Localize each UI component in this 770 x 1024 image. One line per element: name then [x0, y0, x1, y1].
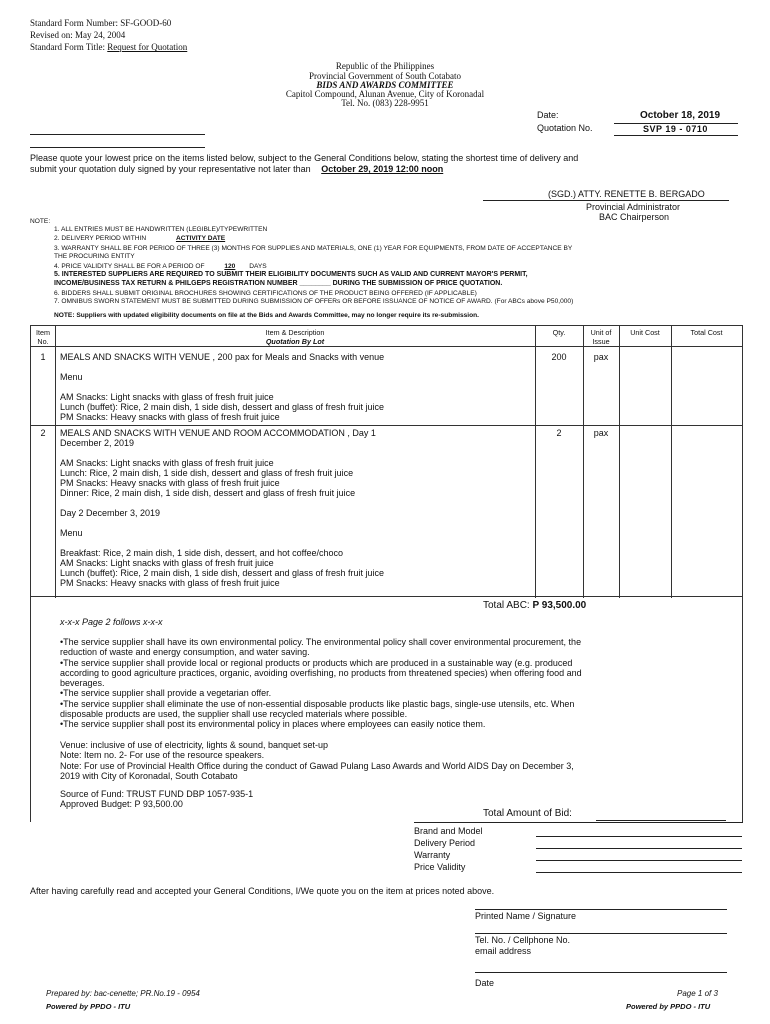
- page-number: Page 1 of 3: [677, 989, 718, 998]
- printed-name-label: Printed Name / Signature: [475, 911, 577, 921]
- row-1-unit: pax: [593, 352, 609, 362]
- note-4-value: 120: [224, 263, 236, 270]
- brand-field[interactable]: [536, 836, 742, 837]
- intro-line-2: submit your quotation duly signed by your representative not later than: [30, 164, 311, 174]
- quotation-number-value: SVP 19 - 0710: [643, 124, 708, 134]
- validity-field[interactable]: [536, 872, 742, 873]
- form-title: Request for Quotation: [107, 42, 188, 52]
- powered-by-left: Powered by PPDO - ITU: [46, 1002, 131, 1011]
- header-item-no: Item No.: [36, 328, 50, 346]
- row-2-description: [60, 428, 384, 588]
- venue-note-line: Note: For use of Provincial Health Office during the conduct of Gawad Pulang Laso Awards and World AIDS Day on December 3,: [60, 760, 574, 771]
- policy-line: reduction of waste and energy consumption, and water saving.: [60, 647, 310, 658]
- header-unit-cost: Unit Cost: [630, 328, 660, 337]
- signatory-line: [483, 200, 729, 201]
- email-label: email address: [475, 946, 532, 956]
- fund-source: Source of Fund: TRUST FUND DBP 1057-935-1: [60, 789, 254, 799]
- date-line[interactable]: [475, 972, 727, 973]
- total-abc-label: Total ABC:: [483, 600, 530, 611]
- validity-label: Price Validity: [414, 862, 466, 872]
- section-divider: [414, 822, 743, 823]
- row-2-line: AM Snacks: Light snacks with glass of fresh fruit juice: [60, 458, 274, 468]
- row-2-line: AM Snacks: Light snacks with glass of fresh fruit juice: [60, 558, 274, 568]
- signature-line[interactable]: [475, 909, 727, 910]
- quotation-number-underline: [614, 135, 738, 136]
- environmental-policies: [60, 637, 582, 730]
- note-5b: INCOME/BUSINESS TAX RETURN & PHILGEPS REGISTRATION NUMBER ________ DURING THE SUBMISSION OF PRICE QUOTATION.: [54, 280, 503, 287]
- row-2-line: Lunch: Rice, 2 main dish, 1 side dish, dessert and glass of fresh fruit juice: [60, 468, 354, 478]
- row-2-unit: pax: [593, 428, 609, 438]
- acceptance-statement: After having carefully read and accepted your General Conditions, I/We quote you on the item at prices noted above.: [30, 886, 495, 896]
- prepared-by: Prepared by: bac-cenette; PR.No.19 - 0954: [46, 989, 200, 998]
- header-qty: Qty.: [552, 328, 566, 337]
- header-description: Item & Description Quotation By Lot: [265, 328, 325, 346]
- warranty-field[interactable]: [536, 860, 742, 861]
- tel-label: Tel. No. / Cellphone No.: [475, 935, 571, 945]
- total-amount-of-bid-field[interactable]: [596, 820, 726, 821]
- policy-line: •The service supplier shall provide local or regional products or products which are produced in a sustainable way (e.g. produced: [60, 657, 573, 668]
- supplier-address-line: [30, 147, 205, 148]
- agency-tel: Tel. No. (083) 228-9951: [341, 98, 429, 108]
- approved-budget: Approved Budget: P 93,500.00: [60, 799, 183, 810]
- submission-deadline: October 29, 2019 12:00 noon: [321, 164, 444, 174]
- policy-line: •The service supplier shall provide a vegetarian offer.: [60, 688, 272, 699]
- eligibility-note: NOTE: Suppliers with updated eligibility documents on file at the Bids and Awards Committee, may no longer require its re-submission.: [54, 312, 479, 319]
- row-1-line: Lunch (buffet): Rice, 2 main dish, 1 side dish, dessert and glass of fresh fruit juice: [60, 402, 384, 412]
- agency-address: Capitol Compound, Alunan Avenue, City of Koronadal: [285, 89, 485, 99]
- row-2-line: Menu: [60, 528, 83, 538]
- note-2: 2. DELIVERY PERIOD WITHIN: [54, 235, 147, 242]
- row-2-line: Day 2 December 3, 2019: [60, 508, 161, 518]
- agency-committee: BIDS AND AWARDS COMMITTEE: [316, 80, 454, 90]
- items-table: [30, 325, 743, 597]
- venue-notes: [60, 740, 574, 781]
- row-1-line: AM Snacks: Light snacks with glass of fresh fruit juice: [60, 392, 274, 402]
- tel-line[interactable]: [475, 933, 727, 934]
- col-divider: [583, 326, 584, 598]
- intro-line-1: Please quote your lowest price on the items listed below, subject to the General Conditions below, stating the shortest time of delivery and: [30, 153, 579, 163]
- note-4-row: [54, 263, 267, 270]
- col-divider: [671, 326, 672, 598]
- col-divider: [55, 326, 56, 598]
- note-7: 7. OMNIBUS SWORN STATEMENT MUST BE SUBMITTED DURING SUBMISSION OF OFFERs OR BEFORE ISSUANCE OF NOTICE OF AWARD. (For ABCs above P50,000): [54, 298, 574, 305]
- date-signature-label: Date: [475, 978, 495, 988]
- policy-line: beverages.: [60, 678, 105, 689]
- header-total-cost: Total Cost: [690, 328, 723, 337]
- col-divider: [535, 326, 536, 598]
- row-1-line: Menu: [60, 372, 83, 382]
- form-title-label: Standard Form Title:: [30, 42, 106, 52]
- warranty-label: Warranty: [414, 850, 451, 860]
- row-2-line: Dinner: Rice, 2 main dish, 1 side dish, dessert and glass of fresh fruit juice: [60, 488, 356, 498]
- venue-note-line: Note: Item no. 2- For use of the resource speakers.: [60, 750, 265, 761]
- note-3b: THE PROCURING ENTITY: [54, 253, 135, 260]
- signatory-name: (SGD.) ATTY. RENETTE B. BERGADO: [548, 189, 705, 199]
- row-1-line: PM Snacks: Heavy snacks with glass of fresh fruit juice: [60, 412, 280, 422]
- revised-date: Revised on: May 24, 2004: [30, 30, 126, 40]
- note-1: 1. ALL ENTRIES MUST BE HANDWRITTEN (LEGIBLE)/TYPEWRITTEN: [54, 226, 268, 233]
- row-2-line: December 2, 2019: [60, 438, 135, 448]
- row-2-item-no: 2: [40, 428, 46, 438]
- page-follow-note: x-x-x Page 2 follows x-x-x: [60, 617, 163, 627]
- note-4: 4. PRICE VALIDITY SHALL BE FOR A PERIOD OF: [54, 263, 205, 270]
- policy-line: according to good agriculture practices, organic, avoiding overfishing, no products from threatened species) when offering food and: [60, 667, 582, 678]
- note-5a: 5. INTERESTED SUPPLIERS ARE REQUIRED TO SUBMIT THEIR ELIGIBILITY DOCUMENTS SUCH AS VALID AND CURRENT MAYOR'S PERMIT,: [54, 271, 528, 278]
- row-2-line: Lunch (buffet): Rice, 2 main dish, 1 side dish, dessert and glass of fresh fruit juice: [60, 568, 384, 578]
- agency-republic: Republic of the Philippines: [335, 61, 435, 71]
- col-divider: [619, 326, 620, 598]
- row-1-item-no: 1: [40, 352, 46, 362]
- note-2-row: [54, 235, 231, 242]
- venue-note-line: 2019 with City of Koronadal, South Cotabato: [60, 770, 238, 781]
- signatory-title-2: BAC Chairperson: [599, 212, 670, 222]
- policy-line: •The service supplier shall post its environmental policy in places where employees can easily notice them.: [60, 719, 486, 730]
- note-3a: 3. WARRANTY SHALL BE FOR PERIOD OF THREE (3) MONTHS FOR SUPPLIES AND MATERIALS, ONE (1) YEAR FOR EQUIPMENTS, FROM DATE OF ACCEPTANCE BY: [54, 245, 573, 252]
- row-1-line: MEALS AND SNACKS WITH VENUE , 200 pax for Meals and Snacks with venue: [60, 352, 385, 362]
- note-4-days: DAYS: [249, 263, 267, 270]
- note-6: 6. BIDDERS SHALL SUBMIT ORIGINAL BROCHURES SHOWING CERTIFICATIONS OF THE PRODUCT BEING OFFERED (IF APPLICABLE): [54, 290, 477, 297]
- date-value: October 18, 2019: [640, 110, 721, 121]
- venue-note-line: Venue: inclusive of use of electricity, lights & sound, banquet set-up: [60, 740, 328, 750]
- delivery-field[interactable]: [536, 848, 742, 849]
- total-amount-of-bid-label: Total Amount of Bid:: [483, 808, 572, 819]
- total-abc: [483, 600, 586, 611]
- header-unit-of-issue: Unit of Issue: [590, 328, 612, 346]
- note-2-value: ACTIVITY DATE: [175, 235, 226, 242]
- supplier-name-line: [30, 134, 205, 135]
- policy-line: •The service supplier shall eliminate the use of non-essential disposable products like plastic bags, single-use utensils, etc. When: [60, 698, 575, 709]
- row-2-line: MEALS AND SNACKS WITH VENUE AND ROOM ACCOMMODATION , Day 1: [60, 428, 376, 438]
- policy-line: •The service supplier shall have its own environmental policy. The environmental policy shall cover environmental procurement, the: [60, 637, 582, 647]
- row-divider: [31, 425, 742, 426]
- form-number: Standard Form Number: SF-GOOD-60: [30, 18, 172, 28]
- form-title-row: [30, 41, 187, 53]
- signatory-title-1: Provincial Administrator: [586, 202, 681, 212]
- agency-government: Provincial Government of South Cotabato: [309, 71, 461, 81]
- row-2-line: PM Snacks: Heavy snacks with glass of fresh fruit juice: [60, 478, 280, 488]
- quotation-number-label: Quotation No.: [537, 123, 593, 133]
- row-2-qty: 2: [556, 428, 562, 438]
- powered-by-right: Powered by PPDO - ITU: [626, 1002, 711, 1011]
- row-2-line: PM Snacks: Heavy snacks with glass of fresh fruit juice: [60, 578, 280, 588]
- intro-line-2-row: [30, 164, 443, 174]
- row-2-line: Breakfast: Rice, 2 main dish, 1 side dish, dessert, and hot coffee/choco: [60, 548, 343, 558]
- row-1-description: [60, 352, 384, 422]
- header-divider: [31, 346, 742, 347]
- delivery-label: Delivery Period: [414, 838, 476, 848]
- notes-label: NOTE:: [30, 218, 51, 225]
- policy-line: disposable products are used, the supplier shall use recycled materials where possible.: [60, 709, 408, 720]
- row-1-qty: 200: [551, 352, 567, 362]
- brand-label: Brand and Model: [414, 826, 483, 836]
- date-label: Date:: [537, 110, 559, 120]
- total-abc-value: P 93,500.00: [532, 600, 587, 611]
- funding: [60, 789, 253, 810]
